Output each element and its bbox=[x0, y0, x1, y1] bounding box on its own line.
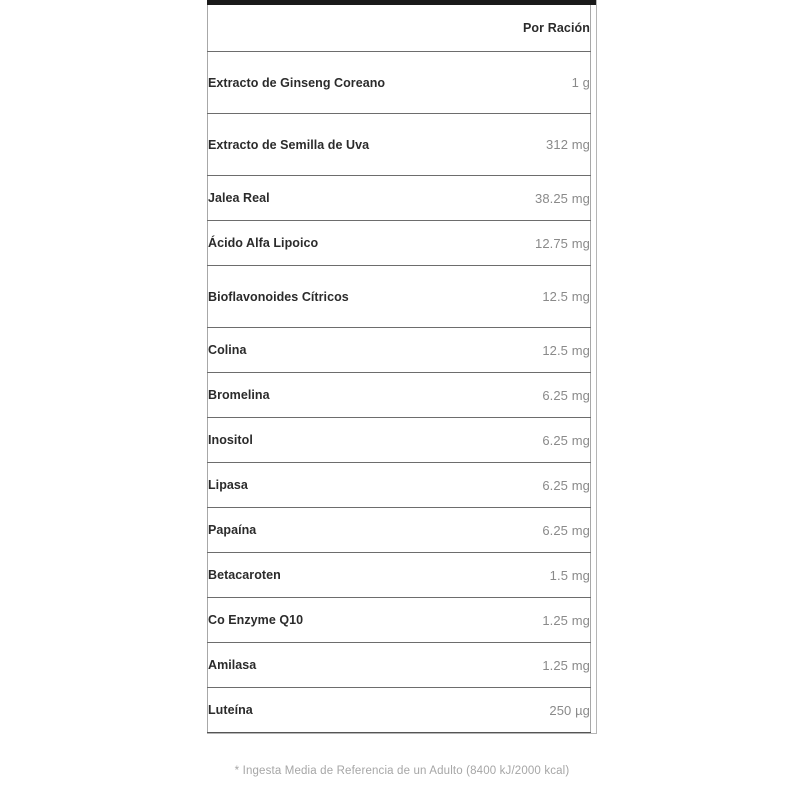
nutrient-name: Inositol bbox=[208, 418, 458, 463]
table-row bbox=[208, 553, 591, 598]
nutrient-name: Papaína bbox=[208, 508, 458, 553]
header-cell-nutrient bbox=[208, 5, 458, 52]
table-row bbox=[208, 463, 591, 508]
nutrient-name: Amilasa bbox=[208, 643, 458, 688]
table-row bbox=[208, 328, 591, 373]
table-row bbox=[208, 52, 591, 114]
nutrient-amount: 250 µg bbox=[458, 688, 591, 733]
table-row bbox=[208, 643, 591, 688]
table-header-row bbox=[208, 5, 591, 52]
nutrient-name: Bioflavonoides Cítricos bbox=[208, 266, 458, 328]
nutrient-name: Lipasa bbox=[208, 463, 458, 508]
footnote-reference-intake: * Ingesta Media de Referencia de un Adulto (8400 kJ/2000 kcal) bbox=[234, 765, 570, 777]
nutrition-facts-table bbox=[207, 5, 591, 733]
nutrient-amount: 12.5 mg bbox=[458, 328, 591, 373]
table-body bbox=[208, 52, 591, 733]
table-row bbox=[208, 598, 591, 643]
nutrient-amount: 1.25 mg bbox=[458, 643, 591, 688]
nutrient-amount: 6.25 mg bbox=[458, 508, 591, 553]
nutrient-name: Jalea Real bbox=[208, 176, 458, 221]
nutrient-name: Ácido Alfa Lipoico bbox=[208, 221, 458, 266]
table-row bbox=[208, 418, 591, 463]
table-row bbox=[208, 266, 591, 328]
nutrient-name: Bromelina bbox=[208, 373, 458, 418]
header-cell-per-serving: Por Ración bbox=[458, 5, 591, 52]
nutrient-name: Colina bbox=[208, 328, 458, 373]
nutrient-amount: 12.75 mg bbox=[458, 221, 591, 266]
table-row bbox=[208, 508, 591, 553]
nutrient-amount: 6.25 mg bbox=[458, 373, 591, 418]
nutrient-name: Betacaroten bbox=[208, 553, 458, 598]
table-row bbox=[208, 221, 591, 266]
nutrient-name: Luteína bbox=[208, 688, 458, 733]
nutrient-amount: 1.5 mg bbox=[458, 553, 591, 598]
table-row bbox=[208, 688, 591, 733]
table-header bbox=[208, 5, 591, 52]
nutrient-amount: 38.25 mg bbox=[458, 176, 591, 221]
nutrient-amount: 312 mg bbox=[458, 114, 591, 176]
nutrient-amount: 6.25 mg bbox=[458, 418, 591, 463]
nutrient-amount: 12.5 mg bbox=[458, 266, 591, 328]
nutrition-table-container bbox=[207, 0, 597, 734]
table-row bbox=[208, 114, 591, 176]
table-row bbox=[208, 373, 591, 418]
nutrient-amount: 6.25 mg bbox=[458, 463, 591, 508]
nutrient-amount: 1.25 mg bbox=[458, 598, 591, 643]
nutrient-name: Co Enzyme Q10 bbox=[208, 598, 458, 643]
table-row bbox=[208, 176, 591, 221]
nutrient-name: Extracto de Semilla de Uva bbox=[208, 114, 458, 176]
nutrient-name: Extracto de Ginseng Coreano bbox=[208, 52, 458, 114]
nutrient-amount: 1 g bbox=[458, 52, 591, 114]
